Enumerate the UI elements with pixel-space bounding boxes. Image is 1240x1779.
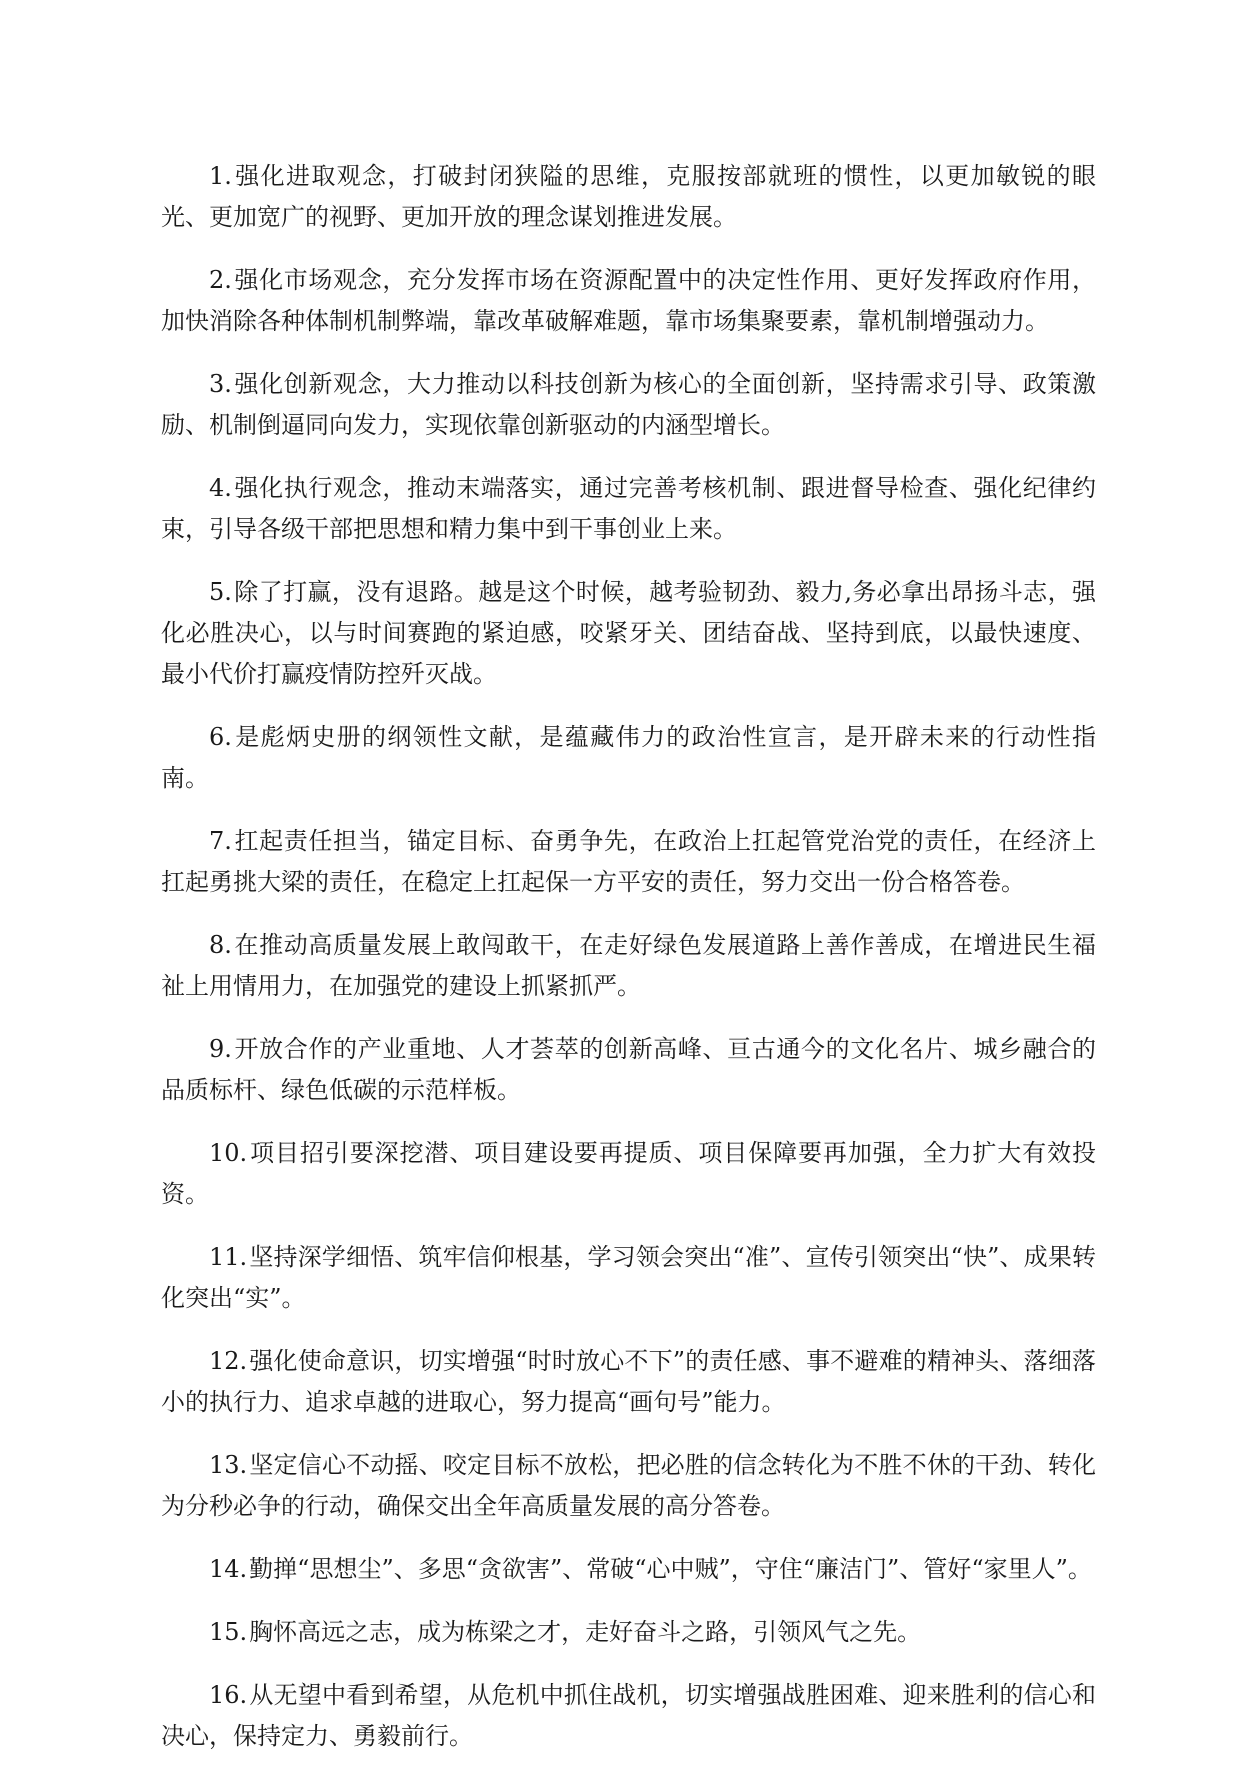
paragraph-text: 在推动高质量发展上敢闯敢干，在走好绿色发展道路上善作善成，在增进民生福祉上用情用力，在加强党的建设上抓紧抓严。 (161, 931, 1096, 1000)
paragraph-6 (161, 717, 1096, 799)
paragraph-number: 4. (209, 474, 232, 502)
paragraph-number: 5. (209, 578, 232, 606)
paragraph-text: 项目招引要深挖潜、项目建设要再提质、项目保障要再加强，全力扩大有效投资。 (161, 1139, 1096, 1208)
paragraph-1 (161, 156, 1096, 238)
paragraph-number: 14. (209, 1555, 248, 1583)
paragraph-3 (161, 364, 1096, 446)
paragraph-number: 11. (209, 1243, 248, 1271)
paragraph-number: 12. (209, 1347, 248, 1375)
paragraph-5 (161, 572, 1096, 695)
paragraph-text: 胸怀高远之志，成为栋梁之才，走好奋斗之路，引领风气之先。 (249, 1618, 922, 1646)
paragraph-number: 1. (209, 162, 232, 190)
paragraph-text: 坚持深学细悟、筑牢信仰根基，学习领会突出“准”、宣传引领突出“快”、成果转化突出“实”。 (161, 1243, 1096, 1312)
paragraph-12 (161, 1341, 1096, 1423)
paragraph-8 (161, 925, 1096, 1007)
paragraph-13 (161, 1445, 1096, 1527)
paragraph-number: 3. (209, 370, 232, 398)
paragraph-text: 是彪炳史册的纲领性文献，是蕴藏伟力的政治性宣言，是开辟未来的行动性指南。 (161, 723, 1096, 792)
paragraph-14 (161, 1549, 1096, 1590)
paragraph-11 (161, 1237, 1096, 1319)
paragraph-number: 16. (209, 1681, 248, 1709)
paragraph-number: 7. (209, 827, 232, 855)
paragraph-text: 除了打赢，没有退路。越是这个时候，越考验韧劲、毅力,务必拿出昂扬斗志，强化必胜决心，以与时间赛跑的紧迫感，咬紧牙关、团结奋战、坚持到底，以最快速度、最小代价打赢疫情防控歼灭战。 (161, 578, 1096, 688)
paragraph-text: 强化进取观念，打破封闭狭隘的思维，克服按部就班的惯性，以更加敏锐的眼光、更加宽广的视野、更加开放的理念谋划推进发展。 (161, 162, 1096, 231)
paragraph-number: 9. (209, 1035, 232, 1063)
paragraph-number: 10. (209, 1139, 248, 1167)
paragraph-number: 6. (209, 723, 232, 751)
paragraph-4 (161, 468, 1096, 550)
paragraph-text: 强化执行观念，推动末端落实，通过完善考核机制、跟进督导检查、强化纪律约束，引导各级干部把思想和精力集中到干事创业上来。 (161, 474, 1096, 543)
paragraph-9 (161, 1029, 1096, 1111)
document-page (161, 156, 1096, 1779)
paragraph-number: 15. (209, 1618, 248, 1646)
paragraph-text: 扛起责任担当，锚定目标、奋勇争先，在政治上扛起管党治党的责任，在经济上扛起勇挑大梁的责任，在稳定上扛起保一方平安的责任，努力交出一份合格答卷。 (161, 827, 1096, 896)
paragraph-text: 强化使命意识，切实增强“时时放心不下”的责任感、事不避难的精神头、落细落小的执行力、追求卓越的进取心，努力提高“画句号”能力。 (161, 1347, 1096, 1416)
paragraph-text: 强化创新观念，大力推动以科技创新为核心的全面创新，坚持需求引导、政策激励、机制倒逼同向发力，实现依靠创新驱动的内涵型增长。 (161, 370, 1096, 439)
paragraph-number: 8. (209, 931, 232, 959)
paragraph-16 (161, 1675, 1096, 1757)
paragraph-text: 开放合作的产业重地、人才荟萃的创新高峰、亘古通今的文化名片、城乡融合的品质标杆、绿色低碳的示范样板。 (161, 1035, 1096, 1104)
paragraph-2 (161, 260, 1096, 342)
paragraph-10 (161, 1133, 1096, 1215)
paragraph-text: 坚定信心不动摇、咬定目标不放松，把必胜的信念转化为不胜不休的干劲、转化为分秒必争的行动，确保交出全年高质量发展的高分答卷。 (161, 1451, 1096, 1520)
paragraph-text: 勤掸“思想尘”、多思“贪欲害”、常破“心中贼”，守住“廉洁门”、管好“家里人”。 (249, 1555, 1092, 1583)
paragraph-number: 13. (209, 1451, 248, 1479)
paragraph-text: 从无望中看到希望，从危机中抓住战机，切实增强战胜困难、迎来胜利的信心和决心，保持定力、勇毅前行。 (161, 1681, 1096, 1750)
paragraph-7 (161, 821, 1096, 903)
paragraph-text: 强化市场观念，充分发挥市场在资源配置中的决定性作用、更好发挥政府作用，加快消除各种体制机制弊端，靠改革破解难题，靠市场集聚要素，靠机制增强动力。 (161, 266, 1096, 335)
paragraph-number: 2. (209, 266, 232, 294)
paragraph-15 (161, 1612, 1096, 1653)
